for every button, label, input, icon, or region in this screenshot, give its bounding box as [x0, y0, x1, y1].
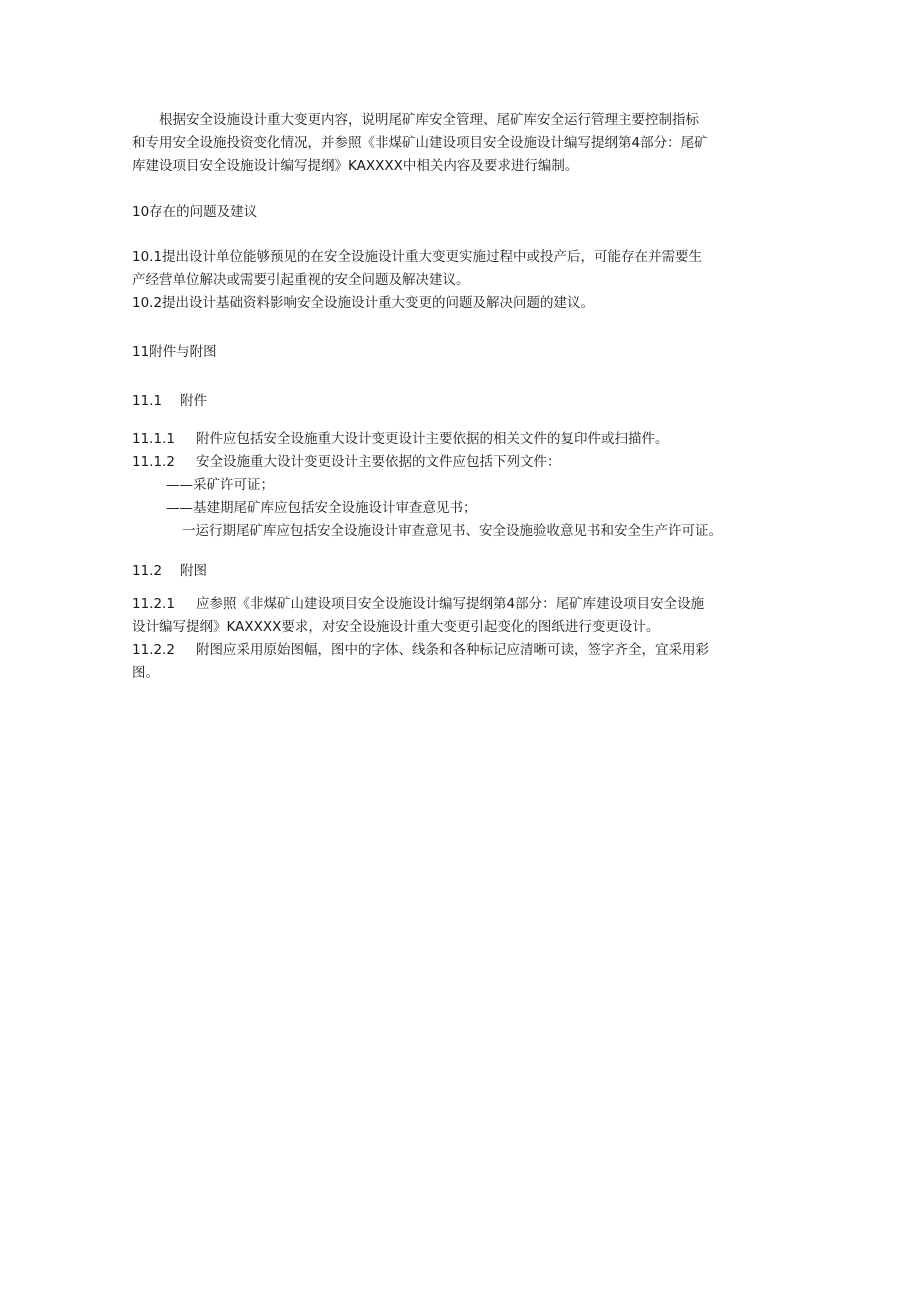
- intro-line-3: 库建设项目安全设施设计编写提纲》KAXXXX中相关内容及要求进行编制。: [132, 158, 579, 174]
- list-item: ——基建期尾矿库应包括安全设施设计审查意见书；: [166, 500, 477, 516]
- item-text: 附件应包括安全设施重大设计变更设计主要依据的相关文件的复印件或扫描件。: [196, 431, 669, 447]
- item-11-1-1: [132, 428, 797, 451]
- item-11-1-2: [132, 451, 797, 474]
- subsection-11-1-heading: [132, 390, 797, 413]
- subsection-number: 11.2: [132, 563, 163, 579]
- item-11-2-1-line-1: [132, 593, 797, 616]
- subsection-11-1-items: [132, 428, 797, 543]
- list-item: ——采矿许可证；: [166, 477, 274, 493]
- item-10-1-line-2: 产经营单位解决或需要引起重视的安全问题及解决建议。: [132, 272, 470, 288]
- item-number: 11.2.2: [132, 642, 175, 658]
- item-10-2: 10.2提出设计基础资料影响安全设施设计重大变更的问题及解决问题的建议。: [132, 295, 595, 311]
- intro-line-1: 根据安全设施设计重大变更内容，说明尾矿库安全管理、尾矿库安全运行管理主要控制指标: [159, 112, 699, 128]
- item-11-2-2-line-2: 图。: [132, 665, 159, 681]
- subsection-11-2-heading: [132, 560, 797, 583]
- item-11-2-2-line-1: [132, 639, 797, 662]
- section-11-heading: 11附件与附图: [132, 344, 217, 360]
- intro-paragraph: [132, 109, 797, 178]
- item-10-1-line-1: 10.1提出设计单位能够预见的在安全设施设计重大变更实施过程中或投产后，可能存在并需要生: [132, 249, 703, 265]
- section-10-heading: 10存在的问题及建议: [132, 204, 258, 220]
- item-text: 附图应采用原始图幅，图中的字体、线条和各种标记应清晰可读，签字齐全，宜采用彩: [196, 642, 709, 658]
- item-number: 11.1.1: [132, 431, 175, 447]
- subsection-title: 附图: [180, 563, 207, 579]
- subsection-number: 11.1: [132, 393, 163, 409]
- item-text: 安全设施重大设计变更设计主要依据的文件应包括下列文件：: [196, 454, 561, 470]
- list-item: 一运行期尾矿库应包括安全设施设计审查意见书、安全设施验收意见书和安全生产许可证。: [182, 523, 722, 539]
- item-text: 应参照《非煤矿山建设项目安全设施设计编写提纲第4部分：尾矿库建设项目安全设施: [196, 596, 705, 612]
- item-number: 11.1.2: [132, 454, 175, 470]
- section-10-items: [132, 246, 797, 315]
- item-number: 11.2.1: [132, 596, 175, 612]
- subsection-title: 附件: [180, 393, 207, 409]
- item-11-2-1-line-2: 设计编写提纲》KAXXXX要求，对安全设施设计重大变更引起变化的图纸进行变更设计。: [132, 619, 660, 635]
- subsection-11-2-items: [132, 593, 797, 685]
- intro-line-2: 和专用安全设施投资变化情况，并参照《非煤矿山建设项目安全设施设计编写提纲第4部分：尾矿: [132, 135, 708, 151]
